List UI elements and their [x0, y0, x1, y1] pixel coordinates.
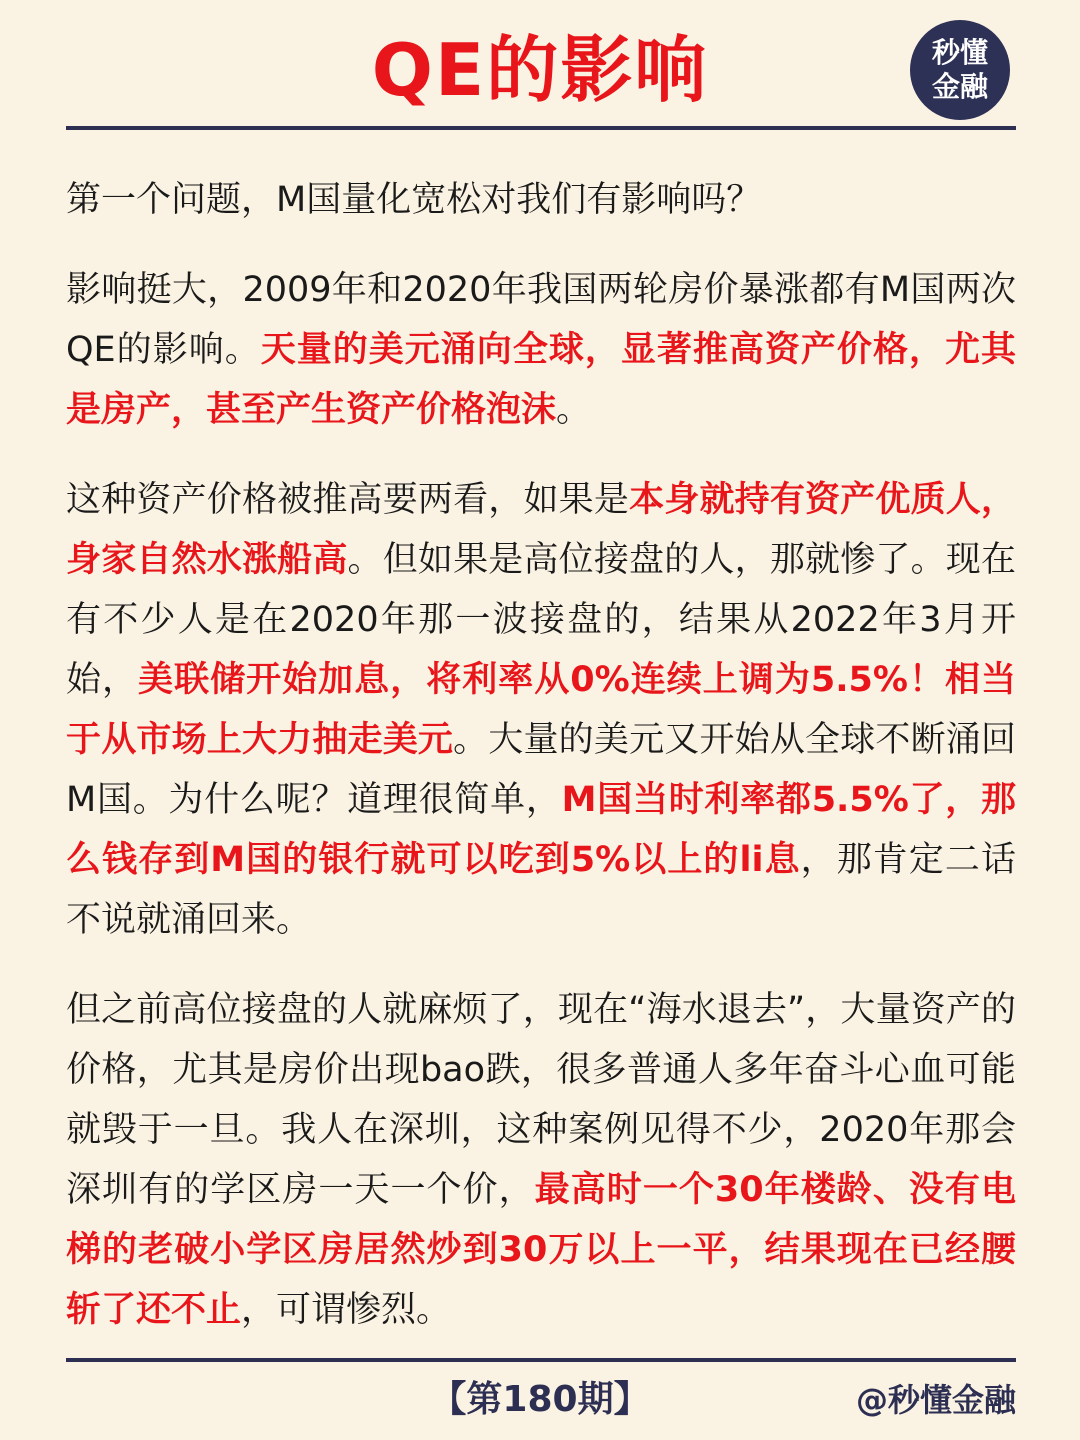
p3-highlight-1: 本身就持有资产优质人，身家自然水涨船高 [66, 480, 1016, 580]
p3-text-a: 这种资产价格被推高要两看，如果是 [66, 480, 630, 520]
page-title: QE的影响 [371, 28, 709, 112]
paragraph-2 [66, 260, 1016, 440]
p3-highlight-3: M国当时利率都5.5%了，那么钱存到M国的银行就可以吃到5%以上的li息 [66, 780, 1016, 880]
p3-text-g: ，那肯定二话不说就涌回来。 [66, 840, 1016, 940]
p4-text-c: ，可谓惨烈。 [241, 1290, 452, 1330]
paragraph-3 [66, 470, 1016, 950]
top-divider [66, 126, 1016, 130]
p2-text-c: 。 [556, 390, 592, 430]
article-body [66, 170, 1016, 1340]
logo-line-1: 秒懂 [931, 36, 988, 69]
question-paragraph: 第一个问题，M国量化宽松对我们有影响吗？ [66, 180, 762, 220]
p4-highlight: 最高时一个30年楼龄、没有电梯的老破小学区房居然炒到30万以上一平，结果现在已经腰斩了还不止 [66, 1170, 1016, 1330]
brand-logo [910, 20, 1010, 120]
p3-text-e: 。大量的美元又开始从全球不断涌回M国。为什么呢？道理很简单， [66, 720, 1016, 820]
author-handle: @秒懂金融 [855, 1381, 1016, 1419]
bottom-divider [66, 1358, 1016, 1362]
p3-highlight-2: 美联储开始加息，将利率从0%连续上调为5.5%！相当于从市场上大力抽走美元 [66, 660, 1016, 760]
p4-text-a: 但之前高位接盘的人就麻烦了，现在“海水退去”，大量资产的价格，尤其是房价出现bao跌，很多普通人多年奋斗心血可能就毁于一旦。我人在深圳，这种案例见得不少，2020年那会深圳有的学区房一天一个价， [66, 990, 1016, 1210]
paragraph-4 [66, 980, 1016, 1340]
p2-text-a: 影响挺大，2009年和2020年我国两轮房价暴涨都有M国两次QE的影响。 [66, 270, 1016, 370]
logo-line-2: 金融 [931, 70, 988, 103]
issue-number: 【第180期】 [430, 1379, 650, 1420]
p3-text-c: 。但如果是高位接盘的人，那就惨了。现在有不少人是在2020年那一波接盘的，结果从2022年3月开始， [66, 540, 1016, 700]
p2-highlight: 天量的美元涌向全球，显著推高资产价格，尤其是房产，甚至产生资产价格泡沫 [66, 330, 1016, 430]
